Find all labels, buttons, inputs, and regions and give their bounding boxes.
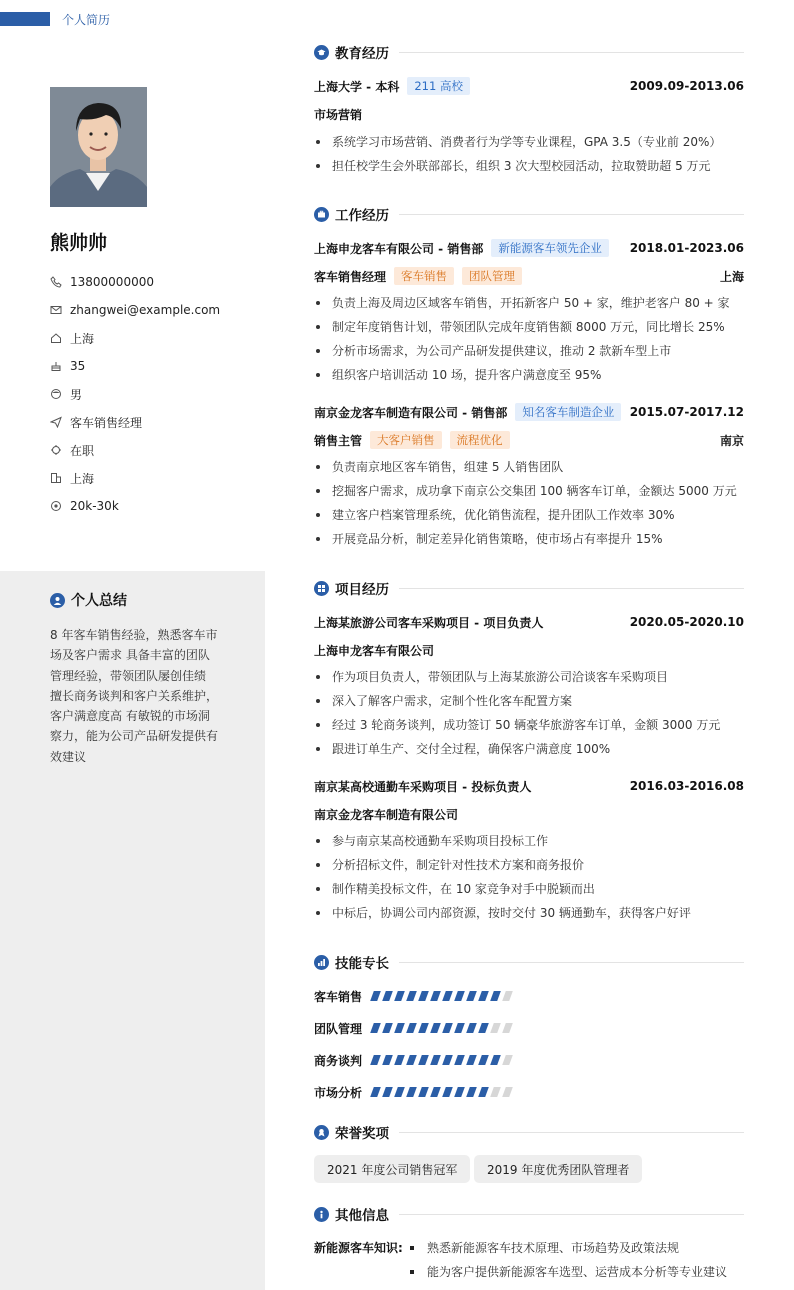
building-icon — [50, 472, 62, 484]
skill-segment-filled — [466, 1023, 477, 1033]
list-item: 作为项目负责人，带领团队与上海某旅游公司洽谈客车采购项目 — [314, 665, 744, 689]
education-entry — [314, 76, 744, 96]
skill-segment-empty — [490, 1087, 501, 1097]
skill-segment-filled — [430, 1023, 441, 1033]
skill-segment-filled — [394, 991, 405, 1001]
job-city: 上海 — [719, 269, 744, 284]
mail-icon — [50, 304, 62, 316]
skill-segment-filled — [442, 1023, 453, 1033]
list-item: 负责上海及周边区域客车销售，开拓新客户 50 + 家，维护老客户 80 + 家 — [314, 291, 744, 315]
skill-segment-empty — [502, 1055, 513, 1065]
bar-chart-icon — [314, 955, 329, 970]
skill-segment-filled — [478, 1055, 489, 1065]
project-bullets-2 — [314, 829, 744, 925]
project-bullets-1 — [314, 665, 744, 761]
skill-segment-filled — [418, 1023, 429, 1033]
info-phone: 13800000000 — [50, 268, 260, 296]
send-icon — [50, 416, 62, 428]
info-email: zhangwei@example.com — [50, 296, 260, 324]
skill-segment-filled — [382, 1087, 393, 1097]
skill-segment-filled — [382, 991, 393, 1001]
job-period: 2015.07-2017.12 — [629, 405, 744, 419]
contact-info-list — [50, 268, 260, 520]
skill-level-bar — [372, 1023, 516, 1033]
skill-row — [314, 1083, 516, 1101]
award-icon — [314, 1125, 329, 1140]
skill-segment-filled — [466, 1055, 477, 1065]
skill-segment-filled — [454, 991, 465, 1001]
skill-segment-filled — [370, 1023, 381, 1033]
education-major: 市场营销 — [314, 108, 363, 122]
skill-segment-filled — [442, 1055, 453, 1065]
skill-segment-filled — [394, 1023, 405, 1033]
info-age: 35 — [50, 352, 260, 380]
user-icon — [50, 593, 65, 608]
job-bullets-1 — [314, 291, 744, 387]
list-item: 挖掘客户需求，成功拿下南京公交集团 100 辆客车订单，金额达 5000 万元 — [314, 479, 744, 503]
info-status: 在职 — [50, 436, 260, 464]
header-accent-bar — [0, 12, 50, 26]
skill-segment-filled — [478, 1087, 489, 1097]
skill-segment-empty — [490, 1023, 501, 1033]
list-item: 能为客户提供新能源客车选型、运营成本分析等专业建议 — [410, 1260, 727, 1284]
project-org: 上海申龙客车有限公司 — [314, 644, 435, 658]
skill-tag: 流程优化 — [450, 431, 510, 449]
home-icon — [50, 332, 62, 344]
job-role-1 — [314, 266, 744, 286]
skill-segment-filled — [430, 1055, 441, 1065]
list-item: 参与南京某高校通勤车采购项目投标工作 — [314, 829, 744, 853]
work-heading: 工作经历 — [314, 204, 744, 224]
skill-name: 团队管理 — [314, 1021, 363, 1036]
info-location: 上海 — [50, 324, 260, 352]
skill-segment-filled — [406, 1055, 417, 1065]
skill-segment-filled — [370, 1087, 381, 1097]
project-org: 南京金龙客车制造有限公司 — [314, 808, 459, 822]
award-badge: 2021 年度公司销售冠军 — [314, 1155, 470, 1183]
section-divider — [399, 588, 744, 589]
summary-heading: 个人总结 — [50, 590, 127, 610]
job-role-2 — [314, 430, 744, 450]
list-item: 跟进订单生产、交付全过程，确保客户满意度 100% — [314, 737, 744, 761]
award-badge: 2019 年度优秀团队管理者 — [474, 1155, 642, 1183]
header-label: 个人简历 — [62, 13, 111, 27]
skill-name: 市场分析 — [314, 1085, 363, 1100]
skill-segment-filled — [478, 1023, 489, 1033]
skill-tag: 大客户销售 — [370, 431, 442, 449]
skills-heading: 技能专长 — [314, 952, 744, 972]
skill-segment-filled — [442, 1087, 453, 1097]
skill-segment-filled — [406, 991, 417, 1001]
skill-segment-filled — [430, 991, 441, 1001]
job-bullets-2 — [314, 455, 744, 551]
job-header-2 — [314, 402, 744, 422]
education-heading: 教育经历 — [314, 42, 744, 62]
salary-icon — [50, 500, 62, 512]
skill-segment-filled — [478, 991, 489, 1001]
skill-level-bar — [372, 991, 516, 1001]
list-item: 建立客户档案管理系统，优化销售流程，提升团队工作效率 30% — [314, 503, 744, 527]
school-tag: 211 高校 — [407, 77, 470, 95]
profile-name: 熊帅帅 — [50, 232, 108, 254]
skill-segment-filled — [370, 1055, 381, 1065]
section-divider — [399, 214, 744, 215]
phone-icon — [50, 276, 62, 288]
list-item: 组织客户培训活动 10 场，提升客户满意度至 95% — [314, 363, 744, 387]
skill-level-bar — [372, 1055, 516, 1065]
skill-segment-filled — [466, 991, 477, 1001]
section-divider — [399, 52, 744, 53]
list-item: 制定年度销售计划，带领团队完成年度销售额 8000 万元，同比增长 25% — [314, 315, 744, 339]
section-divider — [399, 1214, 744, 1215]
education-period: 2009.09-2013.06 — [629, 79, 744, 93]
skill-segment-filled — [418, 991, 429, 1001]
list-item: 深入了解客户需求，定制个性化客车配置方案 — [314, 689, 744, 713]
company-tag: 新能源客车领先企业 — [491, 239, 609, 257]
info-icon — [314, 1207, 329, 1222]
list-item: 经过 3 轮商务谈判，成功签订 50 辆豪华旅游客车订单，金额 3000 万元 — [314, 713, 744, 737]
list-item: 负责南京地区客车销售，组建 5 人销售团队 — [314, 455, 744, 479]
skill-segment-filled — [418, 1087, 429, 1097]
company-name: 上海申龙客车有限公司 - 销售部 — [314, 241, 484, 256]
list-item: 中标后，协调公司内部资源，按时交付 30 辆通勤车，获得客户好评 — [314, 901, 744, 925]
project-period: 2020.05-2020.10 — [629, 615, 744, 629]
info-salary: 20k-30k — [50, 492, 260, 520]
company-name: 南京金龙客车制造有限公司 - 销售部 — [314, 405, 508, 420]
list-item: 制作精美投标文件，在 10 家竞争对手中脱颖而出 — [314, 877, 744, 901]
section-divider — [399, 1132, 744, 1133]
skill-segment-filled — [442, 991, 453, 1001]
project-name: 上海某旅游公司客车采购项目 - 项目负责人 — [314, 615, 544, 630]
job-city: 南京 — [719, 433, 744, 448]
list-item: 开展竞品分析，制定差异化销售策略，使市场占有率提升 15% — [314, 527, 744, 551]
skill-segment-filled — [466, 1087, 477, 1097]
skill-row — [314, 987, 516, 1005]
skill-tag: 团队管理 — [462, 267, 522, 285]
list-item: 系统学习市场营销、消费者行为学等专业课程，GPA 3.5（专业前 20%） — [314, 130, 744, 154]
list-item: 分析招标文件，制定针对性技术方案和商务报价 — [314, 853, 744, 877]
skill-segment-filled — [406, 1087, 417, 1097]
skill-tag: 客车销售 — [394, 267, 454, 285]
project-header-1 — [314, 612, 744, 632]
section-divider — [399, 962, 744, 963]
info-gender: 男 — [50, 380, 260, 408]
project-name: 南京某高校通勤车采购项目 - 投标负责人 — [314, 779, 532, 794]
skill-segment-filled — [454, 1087, 465, 1097]
other-heading: 其他信息 — [314, 1204, 744, 1224]
list-item: 分析市场需求，为公司产品研发提供建议，推动 2 款新车型上市 — [314, 339, 744, 363]
job-period: 2018.01-2023.06 — [629, 241, 744, 255]
list-item: 熟悉新能源客车技术原理、市场趋势及政策法规 — [410, 1236, 727, 1260]
briefcase-icon — [314, 207, 329, 222]
job-header-1 — [314, 238, 744, 258]
skill-name: 客车销售 — [314, 989, 363, 1004]
skill-segment-filled — [490, 991, 501, 1001]
graduation-cap-icon — [314, 45, 329, 60]
profile-photo — [50, 87, 147, 207]
job-role: 销售主管 — [314, 433, 363, 448]
skill-row — [314, 1019, 516, 1037]
skill-segment-empty — [502, 991, 513, 1001]
summary-text: 8 年客车销售经验，熟悉客车市场及客户需求 具备丰富的团队管理经验，带领团队屡创佳绩 擅长商务谈判和客户关系维护，客户满意度高 有敏锐的市场洞察力，能为公司产品研发提供有效建议 — [50, 628, 219, 764]
other-label: 新能源客车知识: — [314, 1241, 403, 1255]
info-position: 客车销售经理 — [50, 408, 260, 436]
skill-segment-filled — [430, 1087, 441, 1097]
skill-row — [314, 1051, 516, 1069]
list-item: 担任校学生会外联部部长，组织 3 次大型校园活动，拉取赞助超 5 万元 — [314, 154, 744, 178]
other-bullets — [410, 1236, 727, 1284]
projects-heading: 项目经历 — [314, 578, 744, 598]
grid-icon — [314, 581, 329, 596]
skill-segment-filled — [490, 1055, 501, 1065]
skill-segment-filled — [418, 1055, 429, 1065]
skill-segment-filled — [454, 1023, 465, 1033]
project-period: 2016.03-2016.08 — [629, 779, 744, 793]
skill-name: 商务谈判 — [314, 1053, 363, 1068]
education-bullets — [314, 130, 744, 178]
skill-segment-empty — [502, 1087, 513, 1097]
skill-level-bar — [372, 1087, 516, 1097]
school-name: 上海大学 - 本科 — [314, 79, 400, 94]
skill-segment-filled — [382, 1023, 393, 1033]
info-city: 上海 — [50, 464, 260, 492]
skill-segment-filled — [454, 1055, 465, 1065]
skill-segment-filled — [370, 991, 381, 1001]
skill-segment-filled — [394, 1055, 405, 1065]
skill-segment-filled — [382, 1055, 393, 1065]
awards-heading: 荣誉奖项 — [314, 1122, 744, 1142]
gender-icon — [50, 388, 62, 400]
cake-icon — [50, 360, 62, 372]
project-header-2 — [314, 776, 744, 796]
skill-segment-filled — [394, 1087, 405, 1097]
status-icon — [50, 444, 62, 456]
skill-segment-empty — [502, 1023, 513, 1033]
skill-segment-filled — [406, 1023, 417, 1033]
job-role: 客车销售经理 — [314, 269, 387, 284]
company-tag: 知名客车制造企业 — [515, 403, 621, 421]
